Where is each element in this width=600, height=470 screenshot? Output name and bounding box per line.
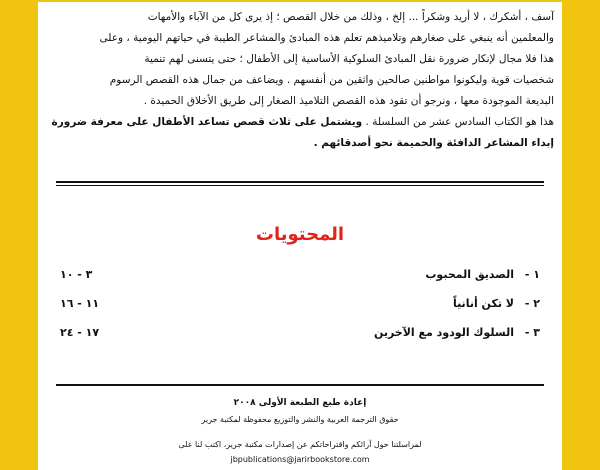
rights-note: حقوق الترجمة العربية والنشر والتوزيع محفوظة لمكتبة جرير [201,415,399,424]
intro-line: آسف ، أشكرك ، لا أريد وشكراً ... إلخ ، وذلك من خلال القصص ؛ إذ يرى كل من الآباء والأمهات [147,11,554,23]
toc-item-label: السلوك الودود مع الآخرين [373,325,514,339]
right-border [562,0,600,470]
divider-thin [56,185,544,186]
contact-email[interactable]: jbpublications@jarirbookstore.com [230,455,370,464]
toc-item [60,262,540,286]
intro-line: شخصيات قوية وليكونوا مواطنين صالحين واثقين من أنفسهم . ويضاعف من جمال هذه القصص الرسوم [109,74,554,86]
intro-line-bold: ويشتمل على ثلاث قصص تساعد الأطفال على معرفة ضرورة [51,116,363,128]
intro-paragraph [46,0,554,154]
toc-item-label: الصديق المحبوب [425,267,514,281]
toc-item-number: ٢ - [524,296,540,310]
toc-item-number: ٣ - [524,325,540,339]
left-border [0,0,38,470]
intro-line: البديعة الموجودة معها ، ونرجو أن تقود هذه القصص التلاميذ الصغار إلى طريق الأخلاق الحميدة . [143,95,554,107]
divider-thick [56,181,544,183]
toc-item [60,320,540,344]
intro-line-normal: هذا هو الكتاب السادس عشر من السلسلة . [362,116,554,128]
toc-item-pages: ١٧ - ٢٤ [60,325,100,339]
footer-divider [56,384,544,386]
toc-item-number: ١ - [524,267,540,281]
intro-line-bold: إبداء المشاعر الدافئة والحميمة نحو أصدقائهم . [313,137,554,149]
toc-title: المحتويات [255,224,345,245]
toc-item-label: لا تكن أنانياً [452,296,514,310]
contact-note: لمراسلتنا حول آرائكم واقتراحاتكم عن إصدارات مكتبة جرير، اكتب لنا على [178,440,422,449]
toc-item [60,291,540,315]
page-content [46,0,554,470]
edition-note: إعادة طبع الطبعة الأولى ٢٠٠٨ [233,398,367,408]
intro-line: هذا فلا مجال لإنكار ضرورة نقل المبادئ السلوكية الأساسية إلى الأطفال ؛ حتى يتسنى لهم تنمية [144,53,554,65]
intro-line: والمعلمين أنه ينبغي على صغارهم وتلاميذهم تعلم هذه المبادئ والمشاعر الطيبة في حياتهم اليومية ، وعلى [99,32,554,44]
toc-item-pages: ١١ - ١٦ [60,296,100,310]
toc-item-pages: ٣ - ١٠ [60,267,93,281]
intro-line [46,112,554,133]
